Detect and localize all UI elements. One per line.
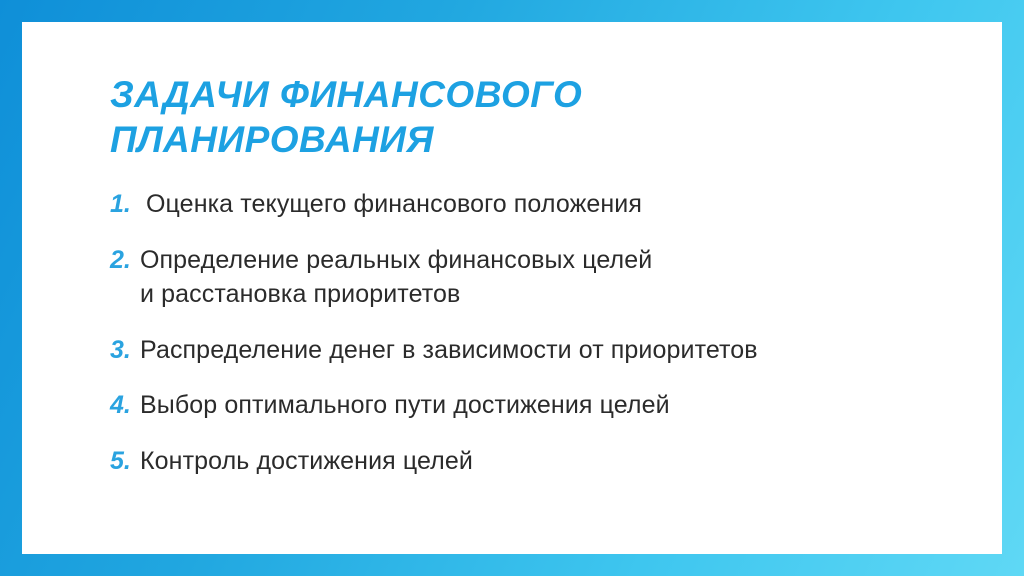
list-item-text <box>140 445 473 479</box>
list-item-text <box>140 389 670 423</box>
list-item <box>110 389 942 423</box>
list-item-text-line: Распределение денег в зависимости от приоритетов <box>140 335 758 364</box>
list-item <box>110 445 942 479</box>
list-item-text-line: Выбор оптимального пути достижения целей <box>140 391 670 420</box>
list-item-text-line: Оценка текущего финансового положения <box>146 190 643 219</box>
list-item-number: 4. <box>110 391 131 420</box>
list-item-text-line: Определение реальных финансовых целей <box>140 246 653 274</box>
list-item <box>110 244 942 312</box>
list-item-number: 5. <box>110 447 131 475</box>
page-title <box>110 72 730 162</box>
list-item-text <box>140 334 758 368</box>
page-title-line-2: ПЛАНИРОВАНИЯ <box>110 119 434 161</box>
tasks-list <box>110 188 942 479</box>
list-item-text-line: и расстановка приоритетов <box>140 279 461 308</box>
list-item-number: 3. <box>110 335 131 364</box>
list-item-number: 1. <box>110 190 131 219</box>
list-item-text-line: Контроль достижения целей <box>140 447 473 475</box>
page-title-line-1: ЗАДАЧИ ФИНАНСОВОГО <box>110 74 583 115</box>
list-item <box>110 334 942 368</box>
list-item <box>110 188 942 222</box>
slide-card <box>22 22 1002 554</box>
list-item-number: 2. <box>110 246 131 274</box>
list-item-text <box>140 244 652 312</box>
list-item-text <box>146 188 642 222</box>
